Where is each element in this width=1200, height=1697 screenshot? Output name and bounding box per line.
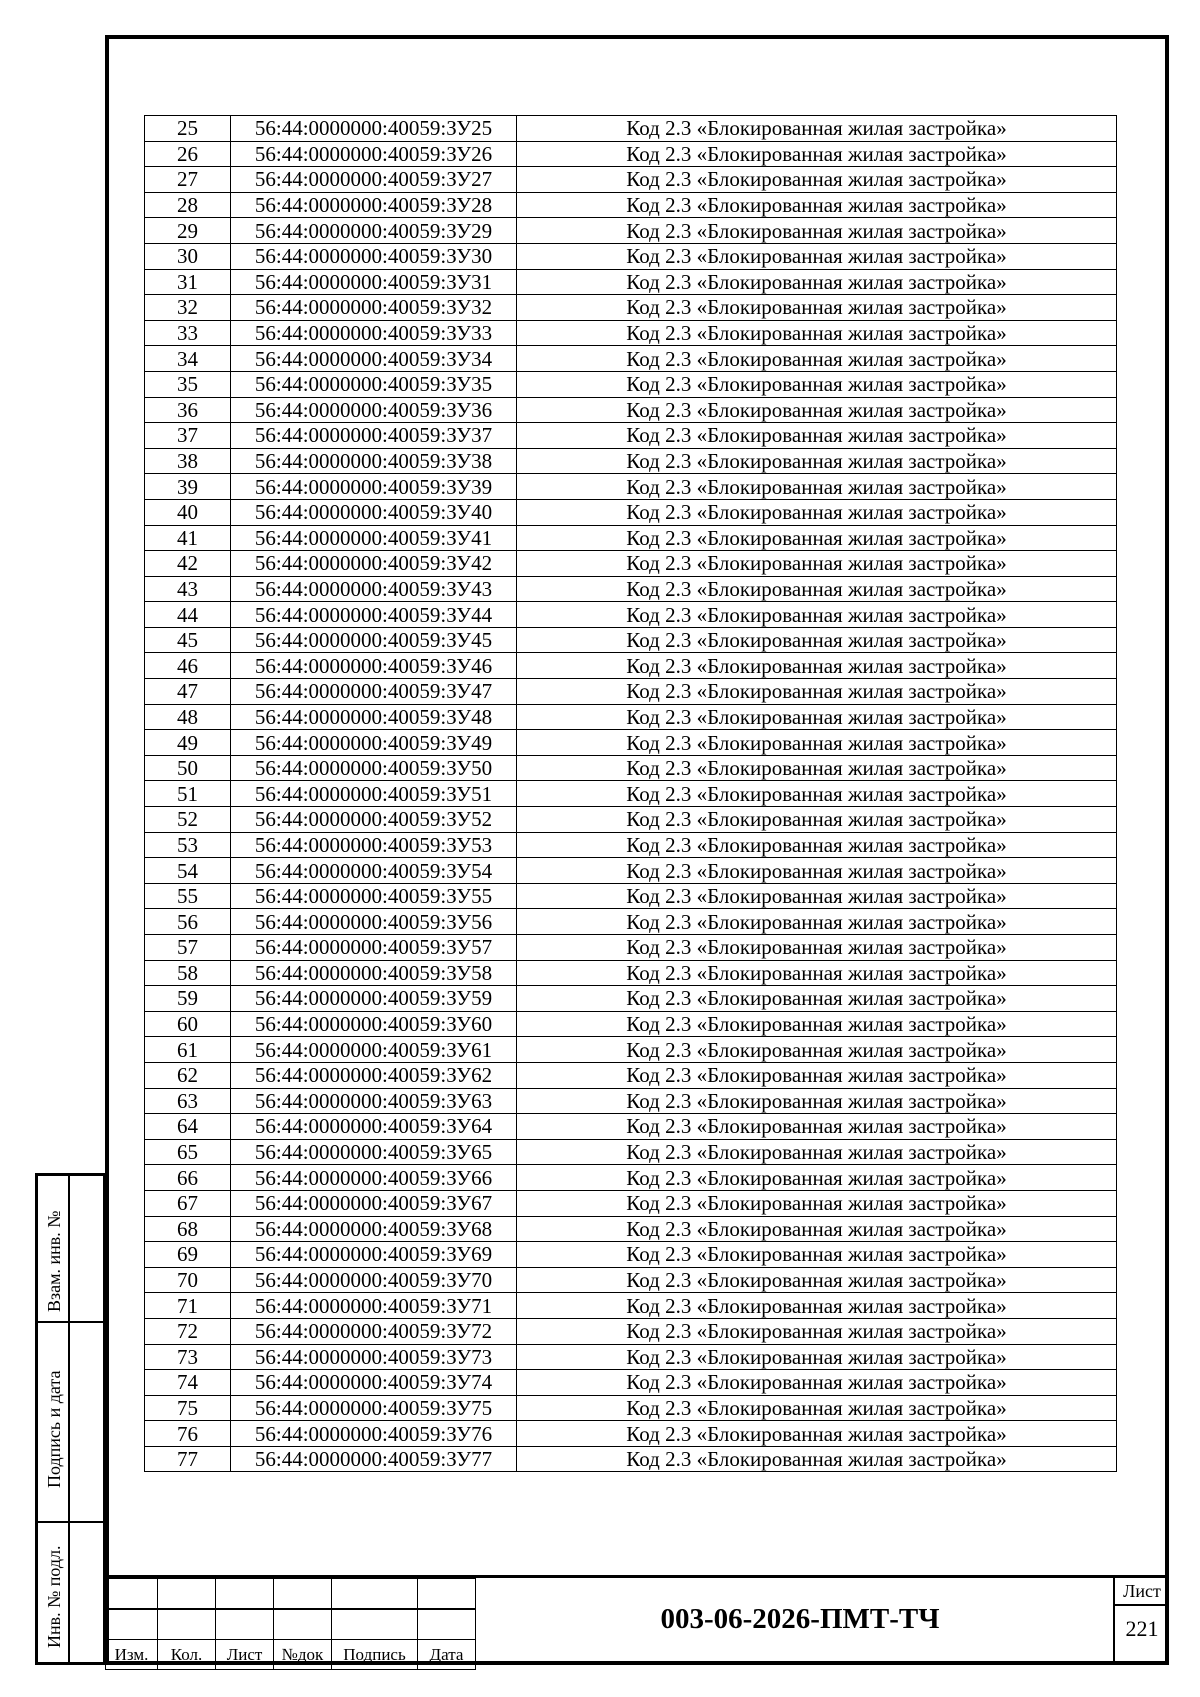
row-number-cell: 41 [145, 525, 231, 551]
table-row [145, 1293, 1117, 1319]
land-use-cell: Код 2.3 «Блокированная жилая застройка» [517, 704, 1117, 730]
land-use-cell: Код 2.3 «Блокированная жилая застройка» [517, 371, 1117, 397]
row-number-cell: 29 [145, 218, 231, 244]
cadastral-code-cell: 56:44:0000000:40059:ЗУ42 [231, 551, 517, 577]
row-number-cell: 61 [145, 1037, 231, 1063]
land-use-cell: Код 2.3 «Блокированная жилая застройка» [517, 1216, 1117, 1242]
table-row [145, 1165, 1117, 1191]
document-code: 003-06-2026-ПМТ-ТЧ [660, 1603, 940, 1635]
row-number-cell: 57 [145, 935, 231, 961]
row-number-cell: 71 [145, 1293, 231, 1319]
table-row [145, 371, 1117, 397]
cadastral-code-cell: 56:44:0000000:40059:ЗУ51 [231, 781, 517, 807]
land-use-cell: Код 2.3 «Блокированная жилая застройка» [517, 1037, 1117, 1063]
table-row [145, 1139, 1117, 1165]
land-use-cell: Код 2.3 «Блокированная жилая застройка» [517, 141, 1117, 167]
cadastral-code-cell: 56:44:0000000:40059:ЗУ54 [231, 858, 517, 884]
table-row [145, 397, 1117, 423]
land-use-cell: Код 2.3 «Блокированная жилая застройка» [517, 781, 1117, 807]
land-use-cell: Код 2.3 «Блокированная жилая застройка» [517, 167, 1117, 193]
stamp-cell [332, 1609, 418, 1640]
table-row [145, 1037, 1117, 1063]
land-use-cell: Код 2.3 «Блокированная жилая застройка» [517, 474, 1117, 500]
land-use-cell: Код 2.3 «Блокированная жилая застройка» [517, 269, 1117, 295]
table-row [145, 1370, 1117, 1396]
table-row [145, 141, 1117, 167]
row-number-cell: 32 [145, 295, 231, 321]
land-use-cell: Код 2.3 «Блокированная жилая застройка» [517, 1293, 1117, 1319]
cadastral-code-cell: 56:44:0000000:40059:ЗУ74 [231, 1370, 517, 1396]
cadastral-code-cell: 56:44:0000000:40059:ЗУ32 [231, 295, 517, 321]
cadastral-code-cell: 56:44:0000000:40059:ЗУ40 [231, 499, 517, 525]
land-use-cell: Код 2.3 «Блокированная жилая застройка» [517, 525, 1117, 551]
table-row [145, 1062, 1117, 1088]
stamp-col-kol: Кол. [158, 1640, 216, 1670]
table-row [145, 653, 1117, 679]
land-use-cell: Код 2.3 «Блокированная жилая застройка» [517, 218, 1117, 244]
cadastral-code-cell: 56:44:0000000:40059:ЗУ34 [231, 346, 517, 372]
row-number-cell: 65 [145, 1139, 231, 1165]
cadastral-code-cell: 56:44:0000000:40059:ЗУ69 [231, 1242, 517, 1268]
row-number-cell: 28 [145, 192, 231, 218]
table-row [145, 576, 1117, 602]
row-number-cell: 73 [145, 1344, 231, 1370]
table-row [145, 781, 1117, 807]
stamp-col-data: Дата [418, 1640, 476, 1670]
land-use-cell: Код 2.3 «Блокированная жилая застройка» [517, 832, 1117, 858]
land-use-cell: Код 2.3 «Блокированная жилая застройка» [517, 320, 1117, 346]
stamp-cell [274, 1579, 332, 1610]
table-row [145, 807, 1117, 833]
row-number-cell: 33 [145, 320, 231, 346]
land-use-cell: Код 2.3 «Блокированная жилая застройка» [517, 1242, 1117, 1268]
row-number-cell: 67 [145, 1190, 231, 1216]
land-use-cell: Код 2.3 «Блокированная жилая застройка» [517, 346, 1117, 372]
land-use-cell: Код 2.3 «Блокированная жилая застройка» [517, 1344, 1117, 1370]
row-number-cell: 42 [145, 551, 231, 577]
table-row [145, 627, 1117, 653]
table-row [145, 320, 1117, 346]
cadastral-code-cell: 56:44:0000000:40059:ЗУ45 [231, 627, 517, 653]
row-number-cell: 62 [145, 1062, 231, 1088]
cadastral-code-cell: 56:44:0000000:40059:ЗУ26 [231, 141, 517, 167]
cadastral-code-cell: 56:44:0000000:40059:ЗУ44 [231, 602, 517, 628]
stamp-cell [158, 1579, 216, 1610]
stamp-cell [274, 1609, 332, 1640]
land-use-cell: Код 2.3 «Блокированная жилая застройка» [517, 1114, 1117, 1140]
table-row [145, 167, 1117, 193]
row-number-cell: 46 [145, 653, 231, 679]
row-number-cell: 75 [145, 1395, 231, 1421]
row-number-cell: 37 [145, 423, 231, 449]
podpis-data-label: Подпись и дата [44, 1370, 64, 1488]
vzam-inv-label: Взам. инв. № [44, 1210, 64, 1312]
land-use-cell: Код 2.3 «Блокированная жилая застройка» [517, 423, 1117, 449]
table-row [145, 474, 1117, 500]
row-number-cell: 26 [145, 141, 231, 167]
row-number-cell: 49 [145, 730, 231, 756]
cadastral-code-cell: 56:44:0000000:40059:ЗУ58 [231, 960, 517, 986]
stamp-cell [418, 1579, 476, 1610]
stamp-col-podpis: Подпись [332, 1640, 418, 1670]
row-number-cell: 53 [145, 832, 231, 858]
stamp-col-ndok: №док [274, 1640, 332, 1670]
cadastral-code-cell: 56:44:0000000:40059:ЗУ61 [231, 1037, 517, 1063]
land-use-cell: Код 2.3 «Блокированная жилая застройка» [517, 295, 1117, 321]
table-row [145, 1011, 1117, 1037]
row-number-cell: 72 [145, 1318, 231, 1344]
inv-podl-label: Инв. № подл. [44, 1545, 64, 1648]
row-number-cell: 35 [145, 371, 231, 397]
cadastral-code-cell: 56:44:0000000:40059:ЗУ37 [231, 423, 517, 449]
row-number-cell: 50 [145, 755, 231, 781]
land-use-cell: Код 2.3 «Блокированная жилая застройка» [517, 448, 1117, 474]
land-plots-table [144, 115, 1117, 1472]
title-block [105, 1575, 1169, 1665]
row-number-cell: 77 [145, 1446, 231, 1472]
table-row [145, 883, 1117, 909]
row-number-cell: 64 [145, 1114, 231, 1140]
land-use-cell: Код 2.3 «Блокированная жилая застройка» [517, 397, 1117, 423]
row-number-cell: 48 [145, 704, 231, 730]
table-row [145, 679, 1117, 705]
cadastral-code-cell: 56:44:0000000:40059:ЗУ28 [231, 192, 517, 218]
table-row [145, 525, 1117, 551]
table-row [145, 1395, 1117, 1421]
row-number-cell: 44 [145, 602, 231, 628]
table-row [145, 1318, 1117, 1344]
cadastral-code-cell: 56:44:0000000:40059:ЗУ33 [231, 320, 517, 346]
row-number-cell: 25 [145, 116, 231, 142]
cadastral-code-cell: 56:44:0000000:40059:ЗУ27 [231, 167, 517, 193]
table-row [145, 269, 1117, 295]
table-row [145, 602, 1117, 628]
cadastral-code-cell: 56:44:0000000:40059:ЗУ64 [231, 1114, 517, 1140]
row-number-cell: 59 [145, 986, 231, 1012]
table-row [145, 1446, 1117, 1472]
cadastral-code-cell: 56:44:0000000:40059:ЗУ41 [231, 525, 517, 551]
land-use-cell: Код 2.3 «Блокированная жилая застройка» [517, 1139, 1117, 1165]
row-number-cell: 36 [145, 397, 231, 423]
table-row [145, 1344, 1117, 1370]
cadastral-code-cell: 56:44:0000000:40059:ЗУ71 [231, 1293, 517, 1319]
row-number-cell: 38 [145, 448, 231, 474]
row-number-cell: 63 [145, 1088, 231, 1114]
row-number-cell: 40 [145, 499, 231, 525]
cadastral-code-cell: 56:44:0000000:40059:ЗУ66 [231, 1165, 517, 1191]
table-row [145, 192, 1117, 218]
side-divider [38, 1321, 103, 1323]
row-number-cell: 30 [145, 243, 231, 269]
row-number-cell: 56 [145, 909, 231, 935]
table-row [145, 832, 1117, 858]
land-use-cell: Код 2.3 «Блокированная жилая застройка» [517, 1421, 1117, 1447]
cadastral-code-cell: 56:44:0000000:40059:ЗУ59 [231, 986, 517, 1012]
cadastral-code-cell: 56:44:0000000:40059:ЗУ36 [231, 397, 517, 423]
sheet-label: Лист [1115, 1578, 1169, 1606]
land-use-cell: Код 2.3 «Блокированная жилая застройка» [517, 653, 1117, 679]
table-row [145, 448, 1117, 474]
row-number-cell: 51 [145, 781, 231, 807]
cadastral-code-cell: 56:44:0000000:40059:ЗУ60 [231, 1011, 517, 1037]
row-number-cell: 68 [145, 1216, 231, 1242]
land-use-cell: Код 2.3 «Блокированная жилая застройка» [517, 1011, 1117, 1037]
table-row [145, 1242, 1117, 1268]
table-row [145, 909, 1117, 935]
table-row [145, 1267, 1117, 1293]
cadastral-code-cell: 56:44:0000000:40059:ЗУ72 [231, 1318, 517, 1344]
cadastral-code-cell: 56:44:0000000:40059:ЗУ29 [231, 218, 517, 244]
row-number-cell: 27 [145, 167, 231, 193]
stamp-cell [418, 1609, 476, 1640]
cadastral-code-cell: 56:44:0000000:40059:ЗУ38 [231, 448, 517, 474]
row-number-cell: 66 [145, 1165, 231, 1191]
row-number-cell: 74 [145, 1370, 231, 1396]
land-use-cell: Код 2.3 «Блокированная жилая застройка» [517, 807, 1117, 833]
table-row [145, 551, 1117, 577]
row-number-cell: 52 [145, 807, 231, 833]
land-use-cell: Код 2.3 «Блокированная жилая застройка» [517, 1370, 1117, 1396]
row-number-cell: 34 [145, 346, 231, 372]
land-use-cell: Код 2.3 «Блокированная жилая застройка» [517, 1190, 1117, 1216]
cadastral-code-cell: 56:44:0000000:40059:ЗУ68 [231, 1216, 517, 1242]
stamp-cell [216, 1609, 274, 1640]
table-row [145, 1421, 1117, 1447]
side-divider [38, 1521, 103, 1523]
side-stamp [35, 1173, 106, 1665]
land-use-cell: Код 2.3 «Блокированная жилая застройка» [517, 679, 1117, 705]
cadastral-code-cell: 56:44:0000000:40059:ЗУ67 [231, 1190, 517, 1216]
row-number-cell: 55 [145, 883, 231, 909]
land-use-cell: Код 2.3 «Блокированная жилая застройка» [517, 192, 1117, 218]
cadastral-code-cell: 56:44:0000000:40059:ЗУ73 [231, 1344, 517, 1370]
land-use-cell: Код 2.3 «Блокированная жилая застройка» [517, 858, 1117, 884]
cadastral-code-cell: 56:44:0000000:40059:ЗУ70 [231, 1267, 517, 1293]
land-use-cell: Код 2.3 «Блокированная жилая застройка» [517, 576, 1117, 602]
cadastral-code-cell: 56:44:0000000:40059:ЗУ49 [231, 730, 517, 756]
land-use-cell: Код 2.3 «Блокированная жилая застройка» [517, 116, 1117, 142]
table-row [145, 295, 1117, 321]
land-use-cell: Код 2.3 «Блокированная жилая застройка» [517, 1395, 1117, 1421]
row-number-cell: 60 [145, 1011, 231, 1037]
table-row [145, 986, 1117, 1012]
cadastral-code-cell: 56:44:0000000:40059:ЗУ48 [231, 704, 517, 730]
cadastral-code-cell: 56:44:0000000:40059:ЗУ65 [231, 1139, 517, 1165]
table-row [145, 1216, 1117, 1242]
row-number-cell: 31 [145, 269, 231, 295]
row-number-cell: 54 [145, 858, 231, 884]
row-number-cell: 39 [145, 474, 231, 500]
table-row [145, 1114, 1117, 1140]
cadastral-code-cell: 56:44:0000000:40059:ЗУ53 [231, 832, 517, 858]
stamp-cell [106, 1579, 158, 1610]
land-use-cell: Код 2.3 «Блокированная жилая застройка» [517, 243, 1117, 269]
cadastral-code-cell: 56:44:0000000:40059:ЗУ57 [231, 935, 517, 961]
cadastral-code-cell: 56:44:0000000:40059:ЗУ77 [231, 1446, 517, 1472]
table-row [145, 423, 1117, 449]
table-row [145, 858, 1117, 884]
cadastral-code-cell: 56:44:0000000:40059:ЗУ63 [231, 1088, 517, 1114]
land-use-cell: Код 2.3 «Блокированная жилая застройка» [517, 1062, 1117, 1088]
revision-grid [105, 1578, 476, 1670]
cadastral-code-cell: 56:44:0000000:40059:ЗУ50 [231, 755, 517, 781]
row-number-cell: 76 [145, 1421, 231, 1447]
table-row [145, 116, 1117, 142]
cadastral-code-cell: 56:44:0000000:40059:ЗУ31 [231, 269, 517, 295]
row-number-cell: 45 [145, 627, 231, 653]
table-row [145, 346, 1117, 372]
cadastral-code-cell: 56:44:0000000:40059:ЗУ52 [231, 807, 517, 833]
cadastral-code-cell: 56:44:0000000:40059:ЗУ25 [231, 116, 517, 142]
cadastral-code-cell: 56:44:0000000:40059:ЗУ47 [231, 679, 517, 705]
land-use-cell: Код 2.3 «Блокированная жилая застройка» [517, 602, 1117, 628]
land-use-cell: Код 2.3 «Блокированная жилая застройка» [517, 883, 1117, 909]
cadastral-code-cell: 56:44:0000000:40059:ЗУ39 [231, 474, 517, 500]
stamp-cell [332, 1579, 418, 1610]
land-use-cell: Код 2.3 «Блокированная жилая застройка» [517, 627, 1117, 653]
land-use-cell: Код 2.3 «Блокированная жилая застройка» [517, 1446, 1117, 1472]
table-row [145, 1190, 1117, 1216]
land-use-cell: Код 2.3 «Блокированная жилая застройка» [517, 935, 1117, 961]
row-number-cell: 70 [145, 1267, 231, 1293]
stamp-cell [106, 1609, 158, 1640]
stamp-col-izm: Изм. [106, 1640, 158, 1670]
sheet-number: 221 [1125, 1616, 1159, 1641]
row-number-cell: 69 [145, 1242, 231, 1268]
land-use-cell: Код 2.3 «Блокированная жилая застройка» [517, 499, 1117, 525]
land-use-cell: Код 2.3 «Блокированная жилая застройка» [517, 755, 1117, 781]
cadastral-code-cell: 56:44:0000000:40059:ЗУ76 [231, 1421, 517, 1447]
table-row [145, 935, 1117, 961]
table-row [145, 730, 1117, 756]
cadastral-code-cell: 56:44:0000000:40059:ЗУ30 [231, 243, 517, 269]
land-use-cell: Код 2.3 «Блокированная жилая застройка» [517, 909, 1117, 935]
cadastral-code-cell: 56:44:0000000:40059:ЗУ62 [231, 1062, 517, 1088]
land-use-cell: Код 2.3 «Блокированная жилая застройка» [517, 1088, 1117, 1114]
stamp-cell [216, 1579, 274, 1610]
table-row [145, 243, 1117, 269]
stamp-cell [158, 1609, 216, 1640]
stamp-col-list: Лист [216, 1640, 274, 1670]
cadastral-code-cell: 56:44:0000000:40059:ЗУ43 [231, 576, 517, 602]
sheet-box [1113, 1578, 1169, 1665]
cadastral-code-cell: 56:44:0000000:40059:ЗУ56 [231, 909, 517, 935]
land-use-cell: Код 2.3 «Блокированная жилая застройка» [517, 1267, 1117, 1293]
land-use-cell: Код 2.3 «Блокированная жилая застройка» [517, 730, 1117, 756]
land-use-cell: Код 2.3 «Блокированная жилая застройка» [517, 1165, 1117, 1191]
row-number-cell: 58 [145, 960, 231, 986]
row-number-cell: 47 [145, 679, 231, 705]
table-row [145, 218, 1117, 244]
cadastral-code-cell: 56:44:0000000:40059:ЗУ35 [231, 371, 517, 397]
cadastral-code-cell: 56:44:0000000:40059:ЗУ55 [231, 883, 517, 909]
land-use-cell: Код 2.3 «Блокированная жилая застройка» [517, 960, 1117, 986]
row-number-cell: 43 [145, 576, 231, 602]
table-row [145, 704, 1117, 730]
land-use-cell: Код 2.3 «Блокированная жилая застройка» [517, 986, 1117, 1012]
table-row [145, 499, 1117, 525]
land-use-cell: Код 2.3 «Блокированная жилая застройка» [517, 551, 1117, 577]
table-row [145, 960, 1117, 986]
table-row [145, 1088, 1117, 1114]
cadastral-code-cell: 56:44:0000000:40059:ЗУ46 [231, 653, 517, 679]
land-use-cell: Код 2.3 «Блокированная жилая застройка» [517, 1318, 1117, 1344]
cadastral-code-cell: 56:44:0000000:40059:ЗУ75 [231, 1395, 517, 1421]
table-row [145, 755, 1117, 781]
